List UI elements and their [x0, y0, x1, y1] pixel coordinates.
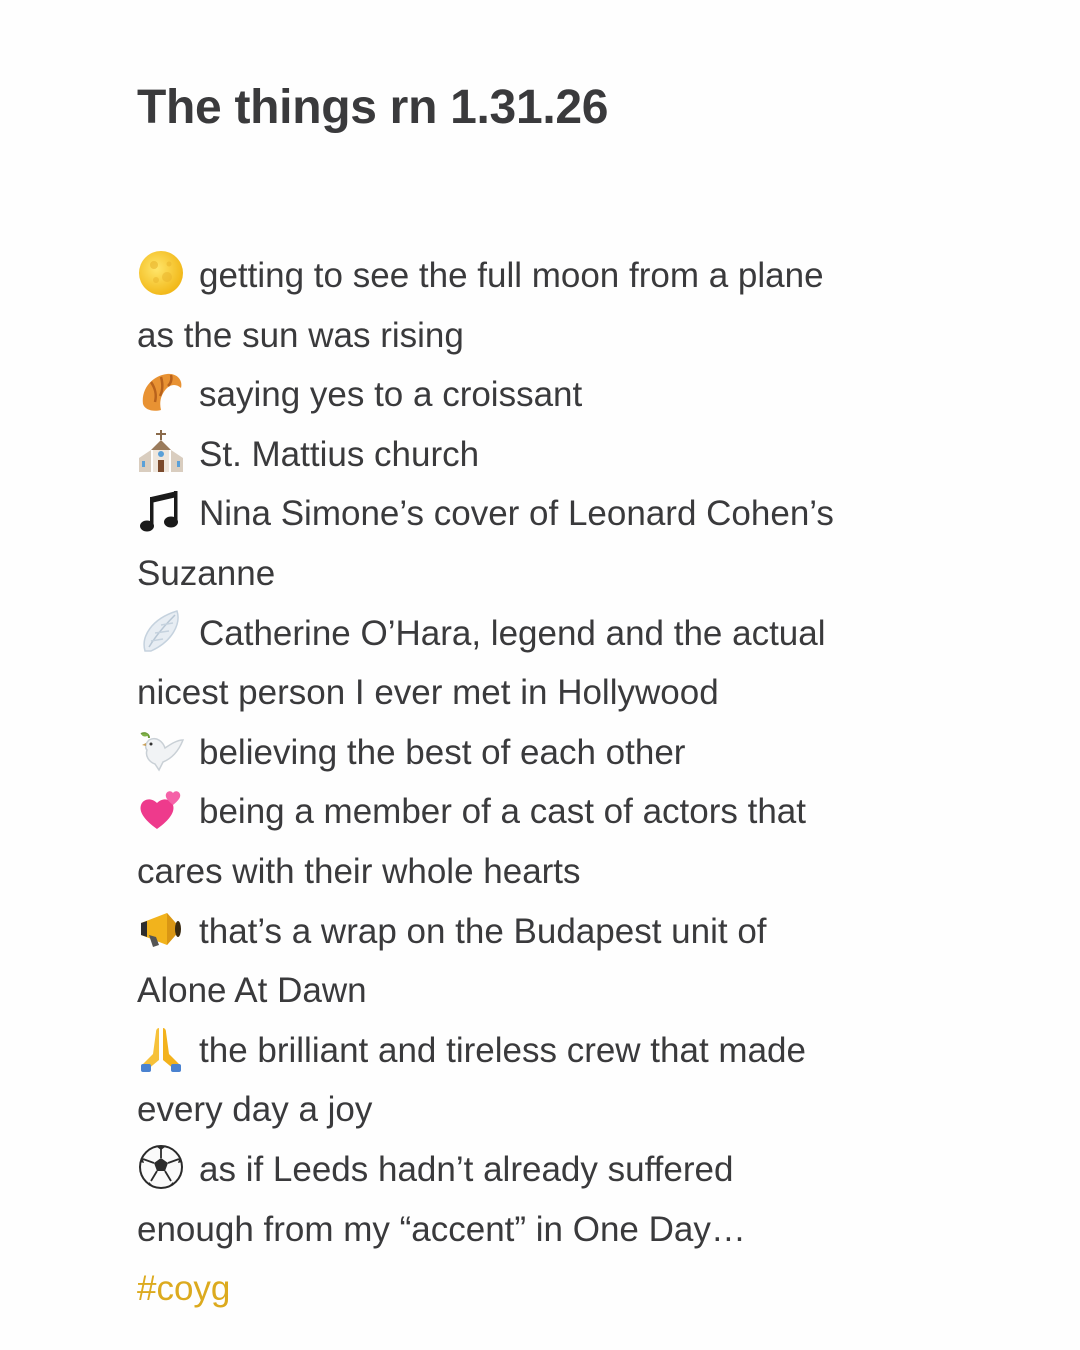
wing-icon [137, 607, 185, 655]
list-item [137, 425, 960, 485]
church-icon [137, 428, 185, 476]
dove-icon [137, 726, 185, 774]
hashtag-link[interactable]: #coyg [137, 1269, 231, 1309]
list-item [137, 782, 960, 842]
list-item [137, 1021, 960, 1081]
list-item [137, 723, 960, 783]
full-moon-icon [137, 249, 185, 297]
soccer-ball-icon [137, 1143, 185, 1191]
item-text-continued: Suzanne [137, 553, 276, 593]
list-item [137, 902, 960, 962]
megaphone-icon [137, 905, 185, 953]
item-text: St. Mattius church [199, 434, 480, 474]
item-text-continued: Alone At Dawn [137, 971, 367, 1011]
item-text: Nina Simone’s cover of Leonard Cohen’s [199, 494, 834, 534]
item-text: as if Leeds hadn’t already suffered [199, 1149, 734, 1189]
item-text: the brilliant and tireless crew that made [199, 1030, 806, 1070]
list-item [137, 1140, 960, 1200]
item-text: believing the best of each other [199, 732, 686, 772]
folded-hands-icon [137, 1024, 185, 1072]
item-text: that’s a wrap on the Budapest unit of [199, 911, 767, 951]
list-item [137, 365, 960, 425]
croissant-icon [137, 368, 185, 416]
list-item [137, 604, 960, 664]
music-notes-icon [137, 487, 185, 535]
list-item [137, 246, 960, 306]
two-hearts-icon [137, 785, 185, 833]
list-item [137, 484, 960, 544]
item-text-continued: nicest person I ever met in Hollywood [137, 673, 719, 713]
item-text: being a member of a cast of actors that [199, 792, 806, 832]
item-text: saying yes to a croissant [199, 375, 583, 415]
note-title: The things rn 1.31.26 [137, 81, 609, 134]
item-text: Catherine O’Hara, legend and the actual [199, 613, 826, 653]
item-text-continued: enough from my “accent” in One Day… [137, 1209, 746, 1249]
note-body[interactable] [137, 246, 960, 1319]
item-text-continued: cares with their whole hearts [137, 851, 581, 891]
item-text: getting to see the full moon from a plane [199, 256, 824, 295]
item-text-continued: as the sun was rising [137, 315, 464, 355]
item-text-continued: every day a joy [137, 1090, 373, 1130]
